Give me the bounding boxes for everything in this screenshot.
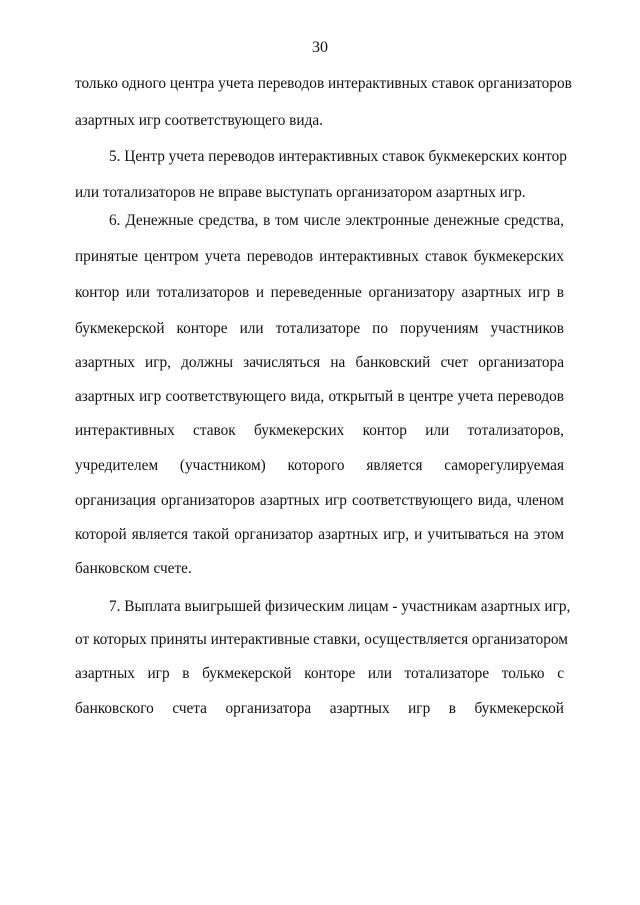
text-line: азартных игр соответствующего вида, открытый в центре учета переводов <box>75 388 564 405</box>
page-number: 30 <box>312 39 328 56</box>
paragraph-start: 6. Денежные средства, в том числе электронные денежные средства, <box>109 212 564 229</box>
text-line: учредителем (участником) которого является саморегулируемая <box>75 457 564 474</box>
text-line: банковском счете. <box>75 560 192 577</box>
text-line: азартных игр в букмекерской конторе или тотализаторе только с <box>75 665 564 682</box>
text-line: букмекерской конторе или тотализаторе по поручениям участников <box>75 320 564 337</box>
text-line: интерактивных ставок букмекерских контор или тотализаторов, <box>75 422 564 439</box>
text-line: или тотализаторов не вправе выступать организатором азартных игр. <box>75 184 526 201</box>
text-line: от которых приняты интерактивные ставки, осуществляется организатором <box>75 631 568 648</box>
text-line: азартных игр соответствующего вида. <box>75 112 323 129</box>
text-line: банковского счета организатора азартных игр в букмекерской <box>75 700 564 717</box>
paragraph-start: 5. Центр учета переводов интерактивных ставок букмекерских контор <box>109 148 567 165</box>
text-line: азартных игр, должны зачисляться на банковский счет организатора <box>75 354 564 371</box>
paragraph-start: 7. Выплата выигрышей физическим лицам - участникам азартных игр, <box>109 598 571 615</box>
text-line: организация организаторов азартных игр соответствующего вида, членом <box>75 492 564 509</box>
text-line: которой является такой организатор азартных игр, и учитываться на этом <box>75 526 564 543</box>
text-line: принятые центром учета переводов интерактивных ставок букмекерских <box>75 248 564 265</box>
text-line: контор или тотализаторов и переведенные организатору азартных игр в <box>75 284 564 301</box>
text-line: только одного центра учета переводов интерактивных ставок организаторов <box>75 75 572 92</box>
